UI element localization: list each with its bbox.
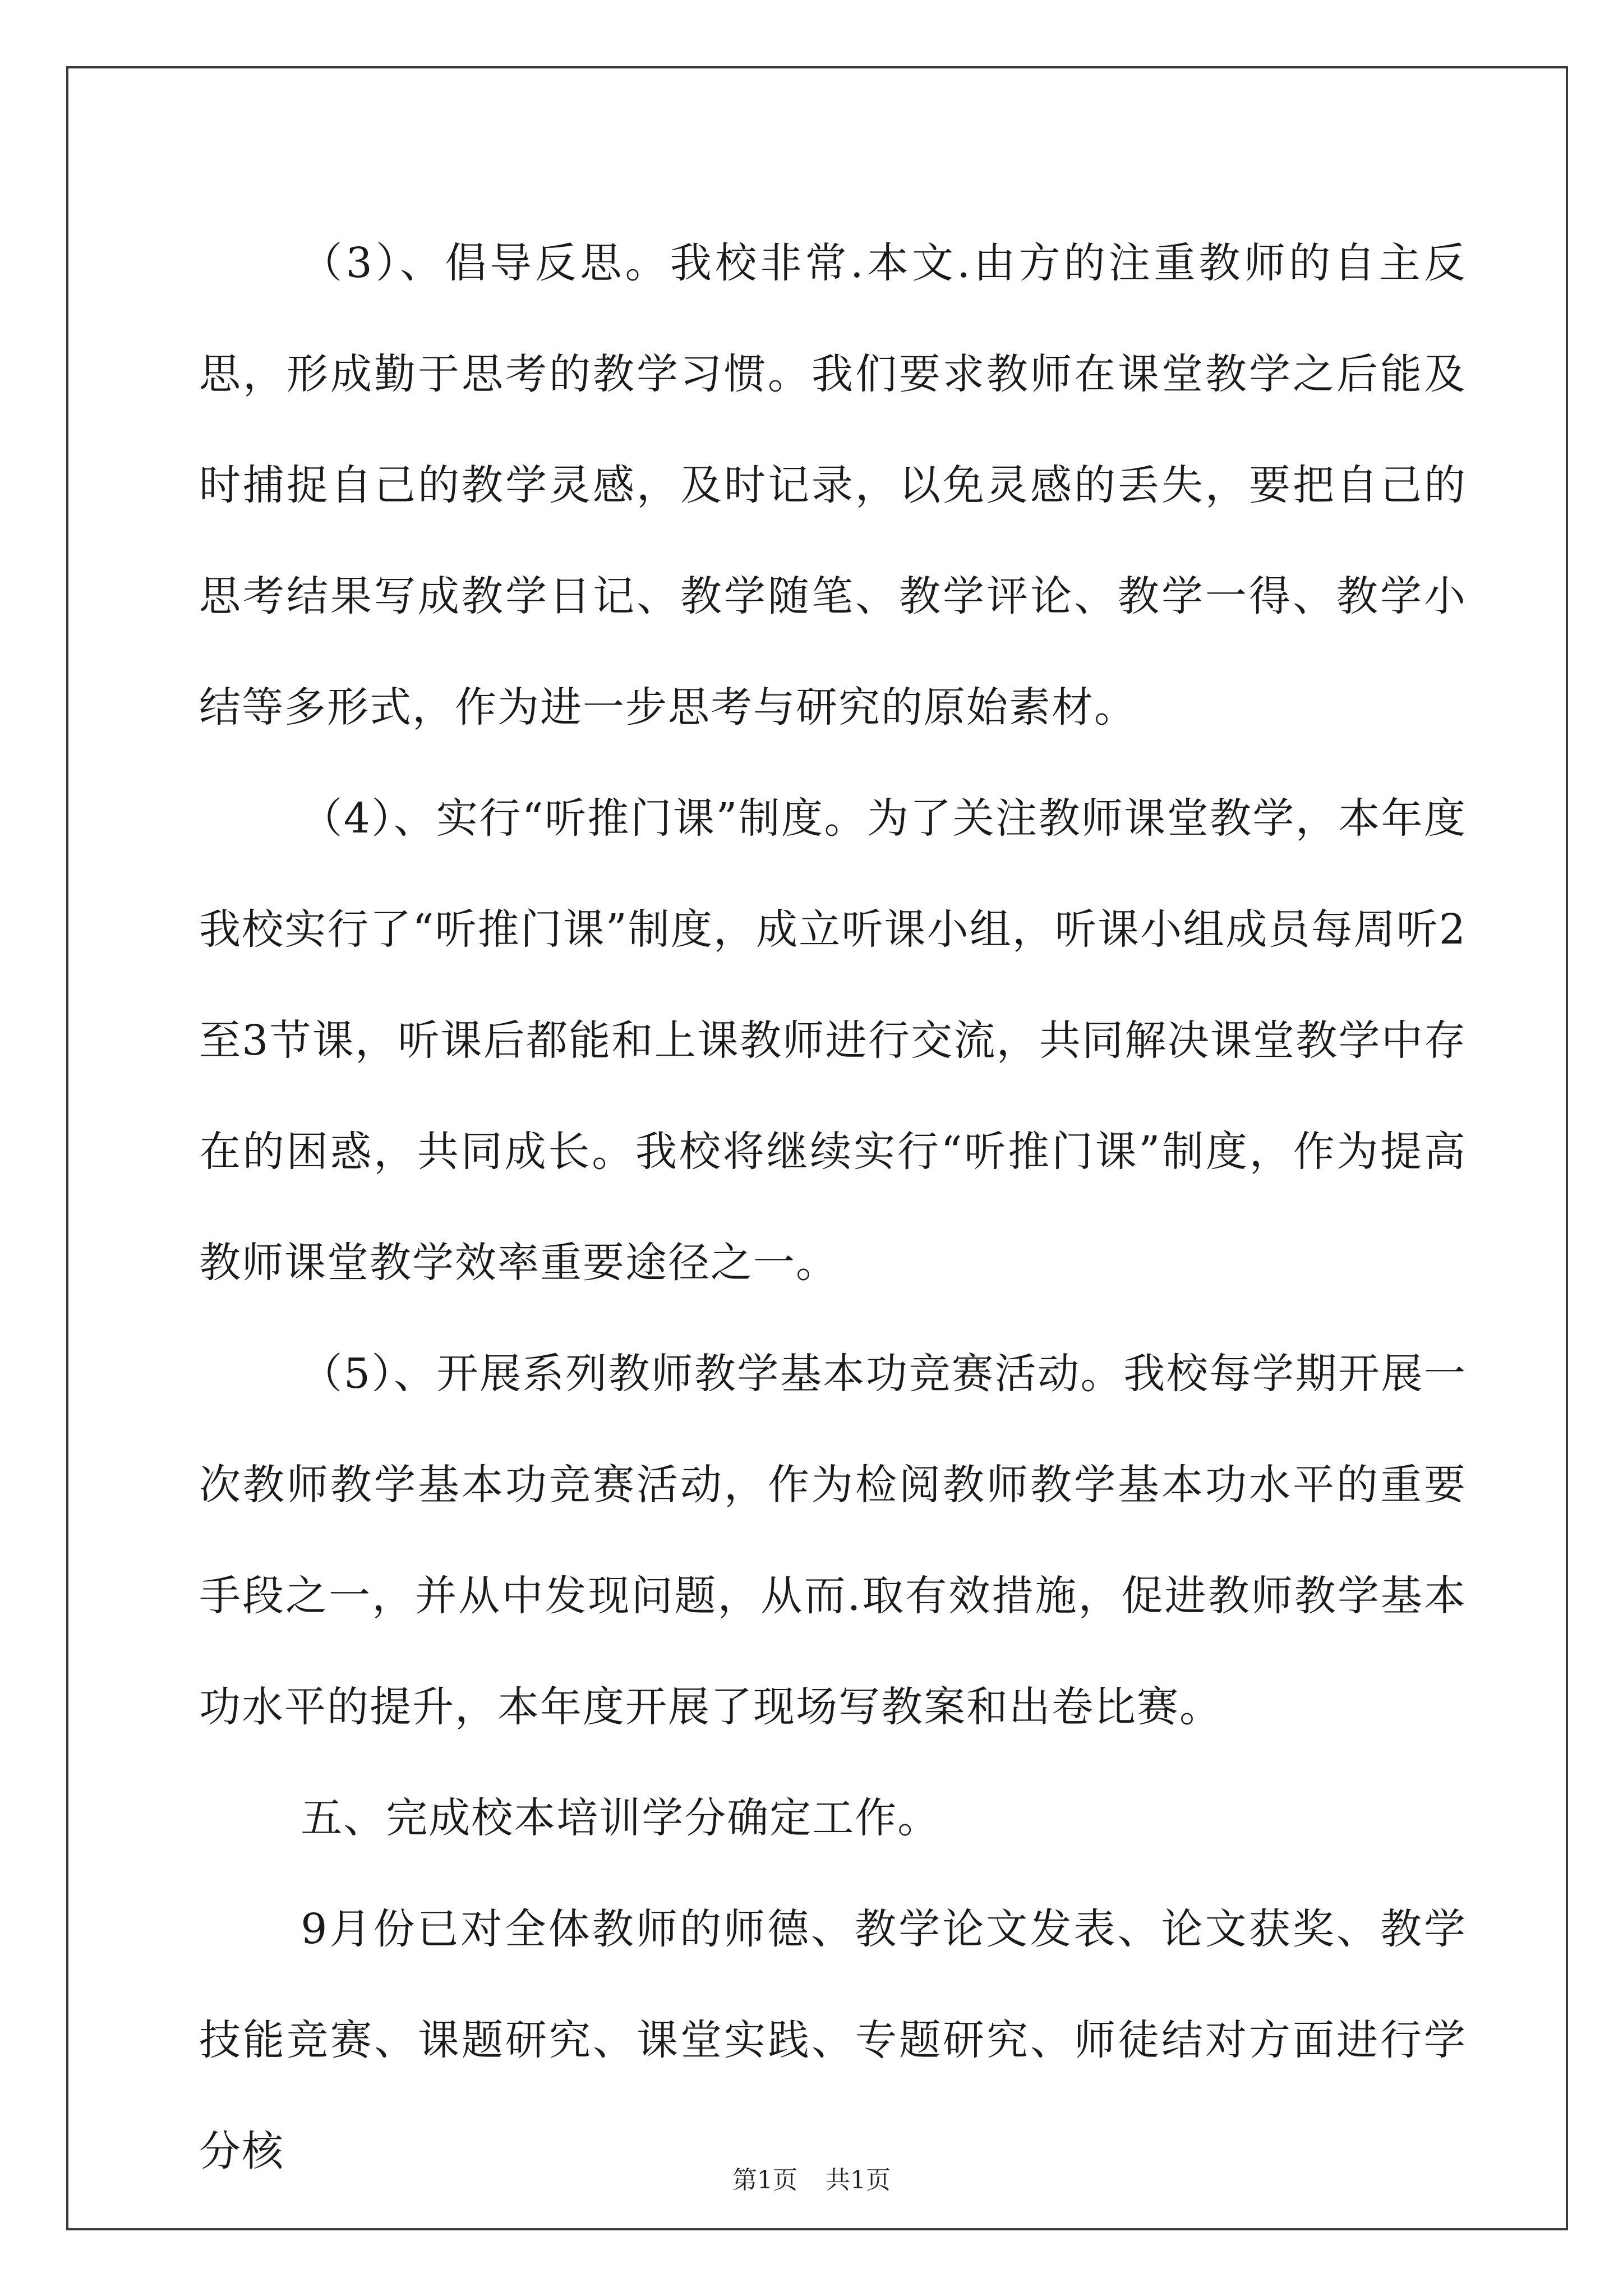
page-footer bbox=[0, 2160, 1623, 2196]
paragraph-reflection: （3）、倡导反思。我校非常.本文.由方的注重教师的自主反思，形成勤于思考的教学习惯。我们要求教师在课堂教学之后能及时捕捉自己的教学灵感，及时记录，以免灵感的丢失，要把自己的思考结果写成教学日记、教学随笔、教学评论、教学一得、教学小结等多形式，作为进一步思考与研究的原始素材。 bbox=[199, 239, 1467, 731]
paragraph-credits: 9月份已对全体教师的师德、教学论文发表、论文获奖、教学技能竞赛、课题研究、课堂实践、专题研究、师徒结对方面进行学分核 bbox=[199, 1905, 1467, 2175]
paragraph-section-five: 五、完成校本培训学分确定工作。 bbox=[301, 1794, 940, 1842]
page-number: 第1页 bbox=[732, 2166, 797, 2194]
paragraph-open-class: （4）、实行“听推门课”制度。为了关注教师课堂教学，本年度我校实行了“听推门课”制度，成立听课小组，听课小组成员每周听2至3节课，听课后都能和上课教师进行交流，共同解决课堂教学中存在的困惑，共同成长。我校将继续实行“听推门课”制度，作为提高教师课堂教学效率重要途径之一。 bbox=[199, 794, 1467, 1287]
page-total: 共1页 bbox=[826, 2166, 891, 2194]
paragraph-skills-contest: （5）、开展系列教师教学基本功竞赛活动。我校每学期开展一次教师教学基本功竞赛活动，作为检阅教师教学基本功水平的重要手段之一，并从中发现问题，从而.取有效措施，促进教师教学基本功水平的提升，本年度开展了现场写教案和出卷比赛。 bbox=[199, 1350, 1467, 1731]
document-body bbox=[199, 208, 1467, 2207]
